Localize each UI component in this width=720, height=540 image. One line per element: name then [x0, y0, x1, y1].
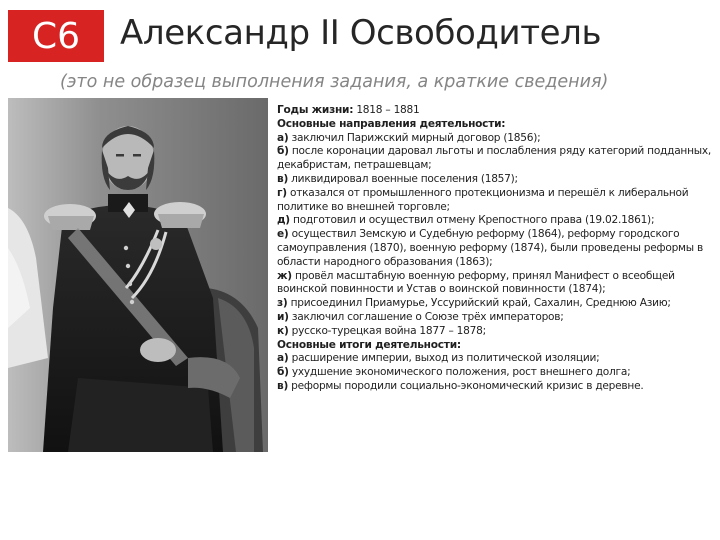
result-item-text: ухудшение экономического положения, рост внешнего долга;	[288, 366, 631, 379]
result-item	[277, 352, 715, 366]
direction-item-letter: а)	[277, 131, 289, 144]
direction-item-letter: в)	[277, 172, 289, 185]
result-item-text: реформы породили социально-экономический кризис в деревне.	[288, 379, 644, 392]
direction-item-text: заключил Парижский мирный договор (1856);	[288, 131, 541, 144]
result-item-letter: б)	[277, 366, 289, 379]
direction-item-letter: к)	[277, 324, 289, 337]
result-item	[277, 366, 715, 380]
directions-heading: Основные направления деятельности:	[277, 117, 506, 130]
slide-subtitle: (это не образец выполнения задания, а краткие сведения)	[60, 72, 609, 92]
direction-item	[277, 311, 715, 325]
life-years-label: Годы жизни:	[277, 104, 354, 116]
direction-item-letter: г)	[277, 186, 287, 199]
direction-item-text: присоединил Приамурье, Уссурийский край, Сахалин, Среднюю Азию;	[287, 297, 671, 310]
portrait-illustration	[8, 98, 268, 452]
result-item-letter: а)	[277, 352, 289, 365]
direction-item-letter: б)	[277, 145, 289, 158]
direction-item-letter: з)	[277, 297, 288, 310]
direction-item	[277, 132, 715, 146]
result-item-letter: в)	[277, 379, 289, 392]
facts-text-block	[277, 104, 715, 394]
slide-title: Александр II Освободитель	[120, 13, 602, 53]
results-heading: Основные итоги деятельности:	[277, 338, 461, 351]
direction-item-text: осуществил Земскую и Судебную реформу (1864), реформу городского самоуправления (1870), военную реформу (1874), были проведены реформы в области народного образования (1863);	[277, 228, 704, 268]
direction-item-text: русско-турецкая война 1877 – 1878;	[288, 324, 486, 337]
direction-item	[277, 228, 715, 269]
direction-item-text: ликвидировал военные поселения (1857);	[288, 172, 518, 185]
direction-item	[277, 145, 715, 173]
direction-item-text: заключил соглашение о Союзе трёх императоров;	[288, 310, 564, 323]
direction-item	[277, 187, 715, 215]
direction-item	[277, 325, 715, 339]
portrait-photo	[8, 98, 268, 452]
direction-item	[277, 297, 715, 311]
life-years-line	[277, 104, 715, 118]
slide-number: С6	[31, 15, 81, 57]
direction-item-letter: и)	[277, 310, 289, 323]
direction-item-text: подготовил и осуществил отмену Крепостного права (19.02.1861);	[289, 214, 655, 227]
result-item	[277, 380, 715, 394]
direction-item-text: провёл масштабную военную реформу, принял Манифест о всеобщей воинской повинности и Устав о воинской повинности (1874);	[277, 269, 675, 296]
direction-item	[277, 214, 715, 228]
direction-item	[277, 270, 715, 298]
direction-item	[277, 173, 715, 187]
direction-item-letter: д)	[277, 214, 290, 227]
direction-item-letter: ж)	[277, 269, 292, 282]
direction-item-letter: е)	[277, 228, 289, 241]
life-years-value: 1818 – 1881	[353, 104, 420, 116]
direction-item-text: отказался от промышленного протекционизма и перешёл к либеральной политике во внешней торговле;	[277, 186, 689, 213]
slide-number-badge	[8, 10, 104, 62]
result-item-text: расширение империи, выход из политической изоляции;	[288, 352, 600, 365]
direction-item-text: после коронации даровал льготы и послабления ряду категорий подданных, декабристам, петрашевцам;	[277, 145, 712, 172]
